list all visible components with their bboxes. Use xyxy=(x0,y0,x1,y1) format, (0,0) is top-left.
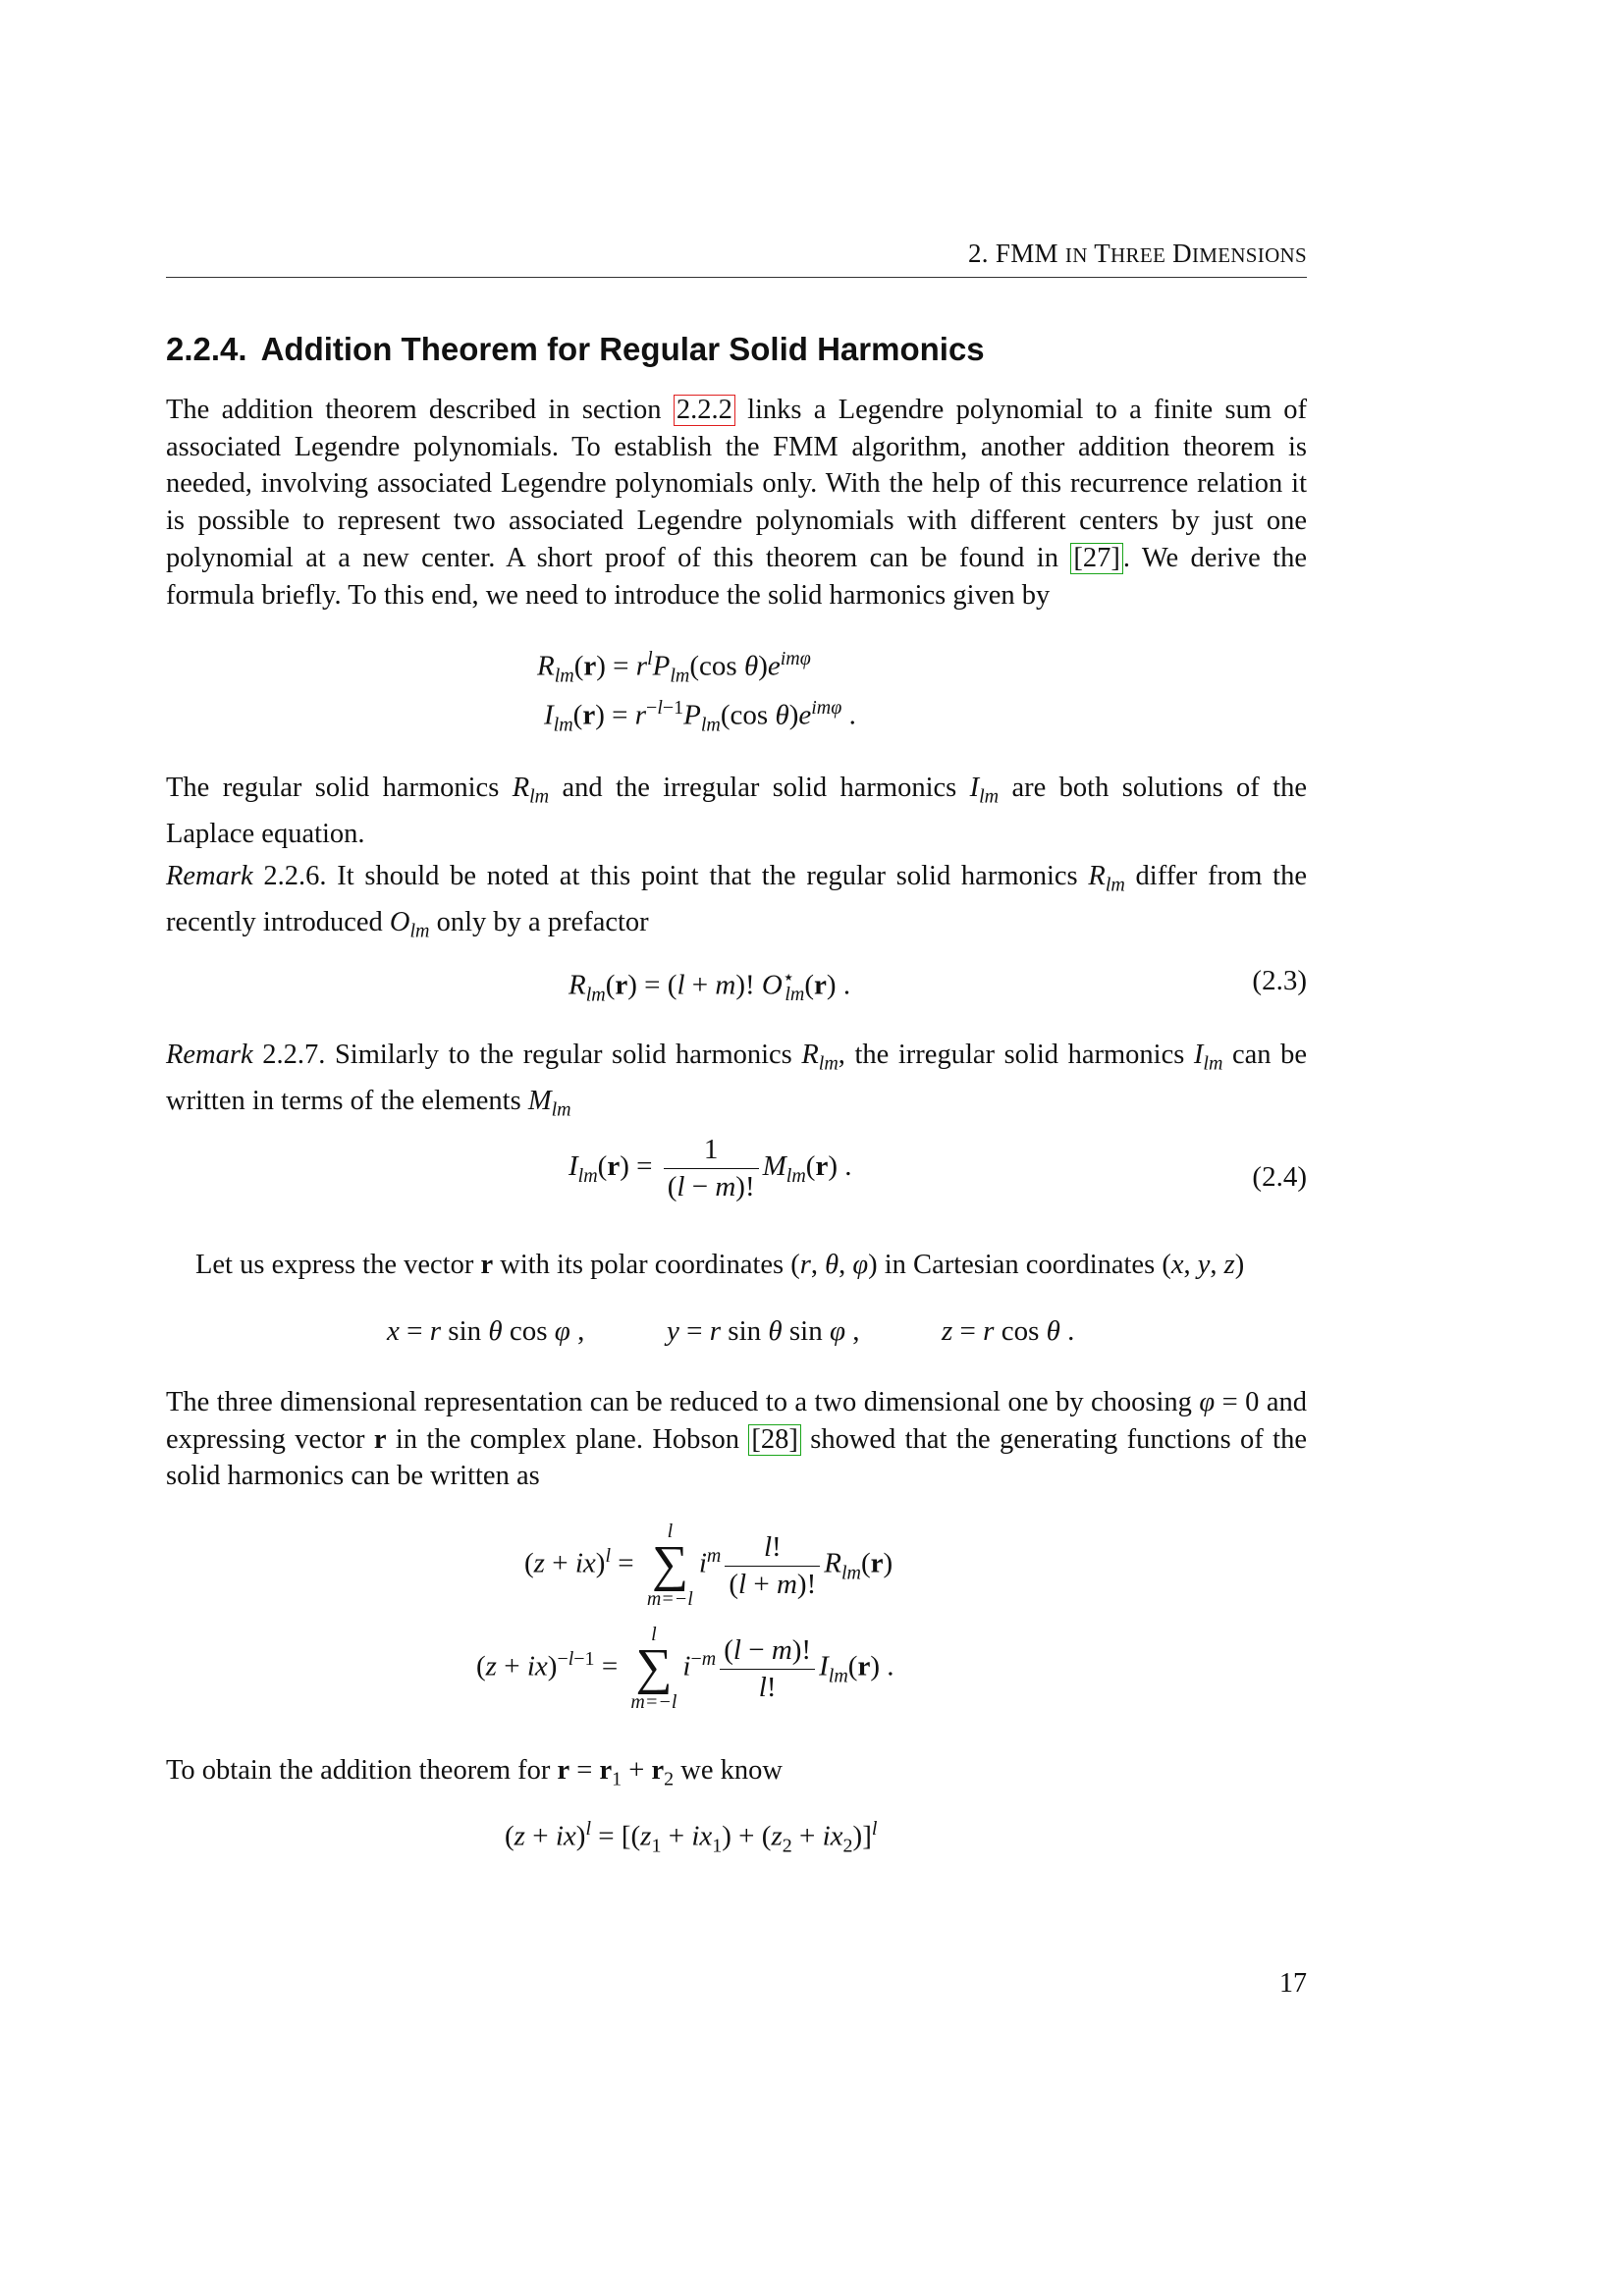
equation-2-3: $R_{lm}(r) = (l + m)$! $O^⋆_{lm}(r)$ . (2.3) xyxy=(568,965,1307,1006)
text: The addition theorem described in section xyxy=(166,395,674,425)
citation-27-link[interactable]: [27] xyxy=(1070,543,1122,574)
running-header xyxy=(968,239,1307,269)
chapter-number: 2. xyxy=(968,239,989,268)
page-number: 17 xyxy=(1279,1968,1307,1999)
equation-addition-expansion: $(z + ix)^l = [(z_1 + ix_1) + (z_2 + ix_2)]^l$ xyxy=(505,1818,878,1857)
hobson-paragraph: The three dimensional representation can be reduced to a two dimensional one by choosing φ = 0 and expressing vector r in the complex plane. Hobson [28] showed that the generating functions of the solid harmonics can be written as xyxy=(166,1387,1308,1492)
chapter-title-t: T xyxy=(1094,239,1111,268)
equation-number-2-4: (2.4) xyxy=(1252,1161,1307,1193)
equation-generating-functions: (z + ix)$^l$ = l ∑ m=−l $i^m$ $\frac{l!}{(l + m)!}$ $R_{lm}(r)$ (z + ix)$^{-l-1}$ = l ∑ m=−l $i^{-m}$ $\frac{(l - m)!}{l!}$ $I_{lm}(r)$ . xyxy=(476,1521,894,1713)
remark-2-2-7: Remark 2.2.7. Similarly to the regular solid harmonics $R_{lm}$, the irregular solid harmonics $I_{lm}$ can be written in terms of the elements $M_{lm}$ xyxy=(166,1040,1308,1122)
text: It should be noted at this point that the regular solid harmonics xyxy=(326,861,1089,891)
text: 2.2.6. xyxy=(263,861,327,891)
header-rule xyxy=(166,277,1307,278)
text: 2.2.7. xyxy=(262,1040,326,1070)
chapter-title-fmm: FMM xyxy=(995,239,1058,268)
solid-harmonics-paragraph: The regular solid harmonics $R_{lm}$ and the irregular solid harmonics $I_{lm}$ are both solutions of the Laplace equation. xyxy=(166,773,1307,850)
text: Remark xyxy=(166,1040,253,1070)
chapter-title-in: IN xyxy=(1064,243,1088,267)
text: only by a prefactor xyxy=(429,907,649,938)
text: , the irregular solid harmonics xyxy=(838,1040,1194,1070)
section-title: Addition Theorem for Regular Solid Harmonics xyxy=(260,331,985,367)
remark-2-2-6: Remark 2.2.6. It should be noted at this point that the regular solid harmonics $R_{lm}$ differ from the recently introduced $O_{lm}$ only by a prefactor xyxy=(166,861,1308,943)
text: in Cartesian coordinates xyxy=(877,1250,1163,1280)
text: can be written in terms of the elements xyxy=(166,1040,1308,1117)
equation-number-2-3: (2.3) xyxy=(1252,965,1307,996)
text: and expressing vector xyxy=(166,1387,1308,1455)
text: . We derive the formula briefly. To this end, we need to introduce the solid harmonics given by xyxy=(166,542,1307,611)
equation-cartesian: x = r sin θ cos φ , y = r sin θ sin φ , z = r cos θ . xyxy=(387,1315,1075,1347)
text: differ from the recently introduced xyxy=(166,861,1308,938)
text: are both solutions of the Laplace equation. xyxy=(166,773,1307,850)
text: with its polar coordinates xyxy=(493,1250,791,1280)
text: To obtain the addition theorem for xyxy=(166,1755,558,1786)
addition-theorem-paragraph: To obtain the addition theorem for $r = r_1 + r_2$ we know xyxy=(166,1755,783,1790)
equation-solid-harmonics: $R_{lm}(r) = r^lP_{lm}(\cos$ $\theta)e^{im\varphi}$ $I_{lm}(r) = r^{-l-1}P_{lm}(\cos$ $\theta)e^{im\varphi}$ . xyxy=(537,648,856,736)
citation-28-link[interactable]: [28] xyxy=(748,1424,800,1456)
section-heading xyxy=(166,331,985,368)
text: in the complex plane. Hobson xyxy=(386,1423,749,1455)
section-reference-link[interactable]: 2.2.2 xyxy=(674,395,735,426)
chapter-title-hree: HREE xyxy=(1110,243,1166,267)
chapter-title-d: D xyxy=(1172,239,1192,268)
chapter-title-imensions: IMENSIONS xyxy=(1191,243,1307,267)
text: links a Legendre polynomial to a finite sum of associated Legendre polynomials. To establish the FMM algorithm, another addition theorem is needed, involving associated Legendre polynomials only. With the help of this recurrence relation it is possible to represent two associated Legendre polynomials with different centers by just one polynomial at a new center. A short proof of this theorem can be found in xyxy=(166,395,1307,573)
text: Similarly to the regular solid harmonics xyxy=(325,1040,802,1070)
document-page xyxy=(166,0,1307,2296)
text: and the irregular solid harmonics xyxy=(549,773,970,803)
intro-paragraph xyxy=(166,392,1307,614)
equation-2-4: $I_{lm}(r)$ = $\frac{1}{(l - m)!}$ $M_{lm}(r)$ . (2.4) xyxy=(568,1134,1307,1202)
text: The regular solid harmonics xyxy=(166,773,513,803)
text: showed that the generating functions of the solid harmonics can be written as xyxy=(166,1423,1307,1492)
text: Remark xyxy=(166,861,253,891)
polar-coordinates-paragraph: Let us express the vector r with its polar coordinates (r, θ, φ) in Cartesian coordinates (x, y, z) xyxy=(195,1250,1245,1280)
section-number: 2.2.4. xyxy=(166,331,247,367)
text: Let us express the vector xyxy=(195,1250,481,1280)
text: The three dimensional representation can be reduced to a two dimensional one by choosing xyxy=(166,1387,1200,1417)
text: we know xyxy=(674,1755,783,1786)
